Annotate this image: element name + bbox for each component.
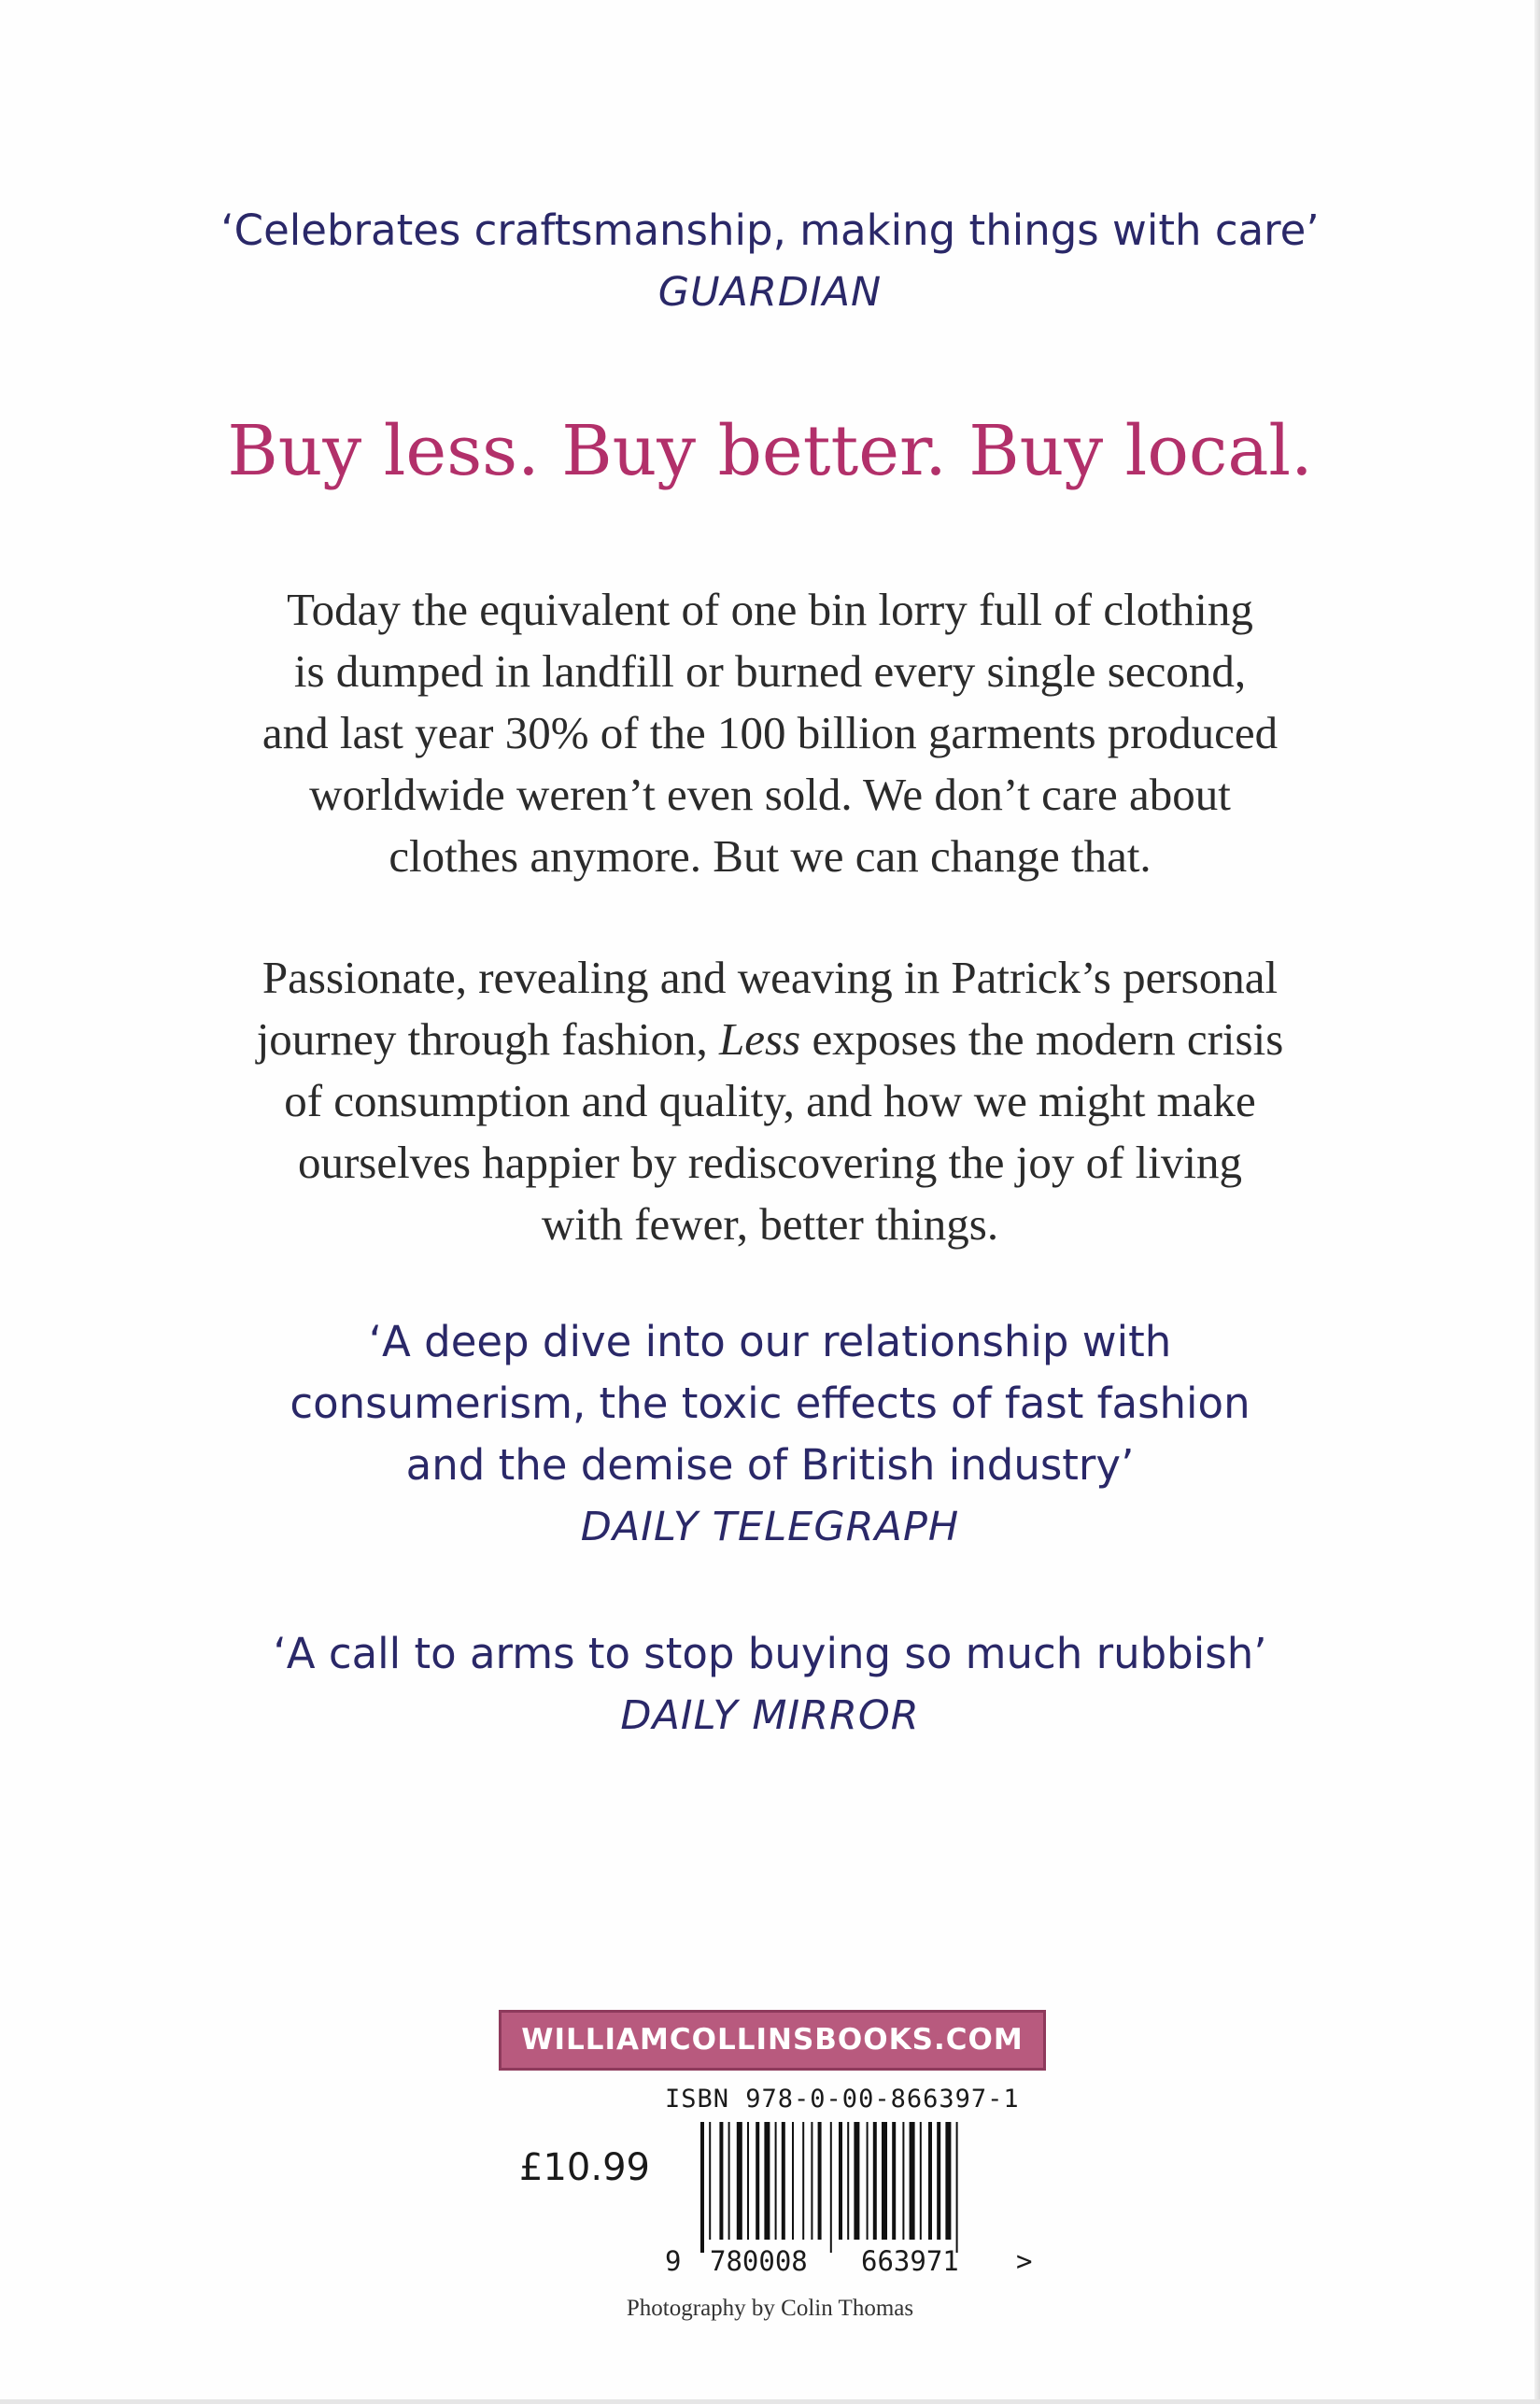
photo-credit: Photography by Colin Thomas [626, 2296, 914, 2321]
quote-text: consumerism, the toxic effects of fast fashion [290, 1379, 1250, 1428]
blurb-line: Passionate, revealing and weaving in Patrick’s personal [261, 952, 1279, 1003]
barcode-bar [956, 2122, 958, 2253]
barcode-bar [764, 2122, 770, 2240]
page-edge [0, 2399, 1540, 2404]
blurb-text: journey through fashion, [256, 1013, 720, 1065]
barcode-bar [802, 2122, 804, 2240]
barcode-bar [839, 2122, 842, 2240]
barcode-bar [818, 2122, 822, 2240]
barcode-bar [811, 2122, 812, 2240]
quote-text: ‘A call to arms to stop buying so much rubbish’ [273, 1629, 1267, 1678]
blurb-text: exposes the modern crisis [800, 1013, 1284, 1065]
barcode-bar [737, 2122, 742, 2240]
blurb-paragraph-2 [0, 947, 1540, 1255]
barcode-bar [792, 2122, 794, 2240]
barcode-group-2: 663971 [861, 2245, 959, 2277]
blurb-line: and last year 30% of the 100 billion garments produced [261, 707, 1279, 758]
barcode-bar [854, 2122, 859, 2240]
barcode-bar [882, 2122, 887, 2240]
quote-source: DAILY MIRROR [620, 1692, 920, 1739]
tagline: Buy less. Buy better. Buy local. [227, 411, 1313, 491]
barcode-bar [892, 2122, 896, 2240]
quote-telegraph [0, 1311, 1540, 1558]
barcode-bar [830, 2122, 832, 2253]
barcode-bar [873, 2122, 877, 2240]
blurb-line: of consumption and quality, and how we might make [284, 1075, 1256, 1126]
barcode-bar [782, 2122, 785, 2240]
barcode-bar [775, 2122, 777, 2240]
barcode-bar [937, 2122, 940, 2240]
barcode-bar [728, 2122, 730, 2240]
quote-text: ‘Celebrates craftsmanship, making things with care’ [220, 205, 1320, 255]
barcode-bar [719, 2122, 723, 2240]
barcode-lead-digit: 9 [665, 2245, 682, 2277]
barcode-bar [747, 2122, 749, 2240]
barcode [695, 2122, 1012, 2253]
page-edge [1534, 0, 1540, 2404]
barcode-bar [920, 2122, 922, 2240]
barcode-bar [700, 2122, 704, 2253]
blurb-line: Today the equivalent of one bin lorry full of clothing [287, 584, 1253, 635]
barcode-bar [910, 2122, 915, 2240]
blurb-line: ourselves happier by rediscovering the joy of living [297, 1137, 1243, 1188]
quote-text: ‘A deep dive into our relationship with [368, 1317, 1172, 1366]
barcode-bar [709, 2122, 711, 2240]
blurb-line: worldwide weren’t even sold. We don’t care about [309, 769, 1231, 820]
barcode-bar [847, 2122, 849, 2240]
quote-guardian [0, 200, 1540, 323]
quote-source: GUARDIAN [657, 269, 883, 316]
quote-mirror [0, 1623, 1540, 1746]
book-title: Less [719, 1013, 801, 1065]
blurb-paragraph-1 [0, 579, 1540, 887]
barcode-bar [902, 2122, 904, 2240]
barcode-bar [945, 2122, 951, 2240]
barcode-group-1: 780008 [710, 2245, 808, 2277]
website-badge[interactable]: WILLIAMCOLLINSBOOKS.COM [499, 2010, 1046, 2071]
barcode-bar [756, 2122, 759, 2240]
quote-text: and the demise of British industry’ [405, 1440, 1135, 1490]
quote-source: DAILY TELEGRAPH [580, 1504, 960, 1550]
barcode-bar [928, 2122, 932, 2240]
price: £10.99 [519, 2146, 650, 2189]
barcode-quiet-mark: > [1016, 2245, 1033, 2277]
blurb-line: with fewer, better things. [541, 1198, 999, 1250]
isbn-text: ISBN 978-0-00-866397-1 [665, 2085, 1020, 2114]
blurb-line [0, 1009, 1540, 1070]
blurb-line: clothes anymore. But we can change that. [389, 830, 1151, 882]
barcode-bar [867, 2122, 869, 2240]
blurb-line: is dumped in landfill or burned every single second, [293, 645, 1247, 697]
